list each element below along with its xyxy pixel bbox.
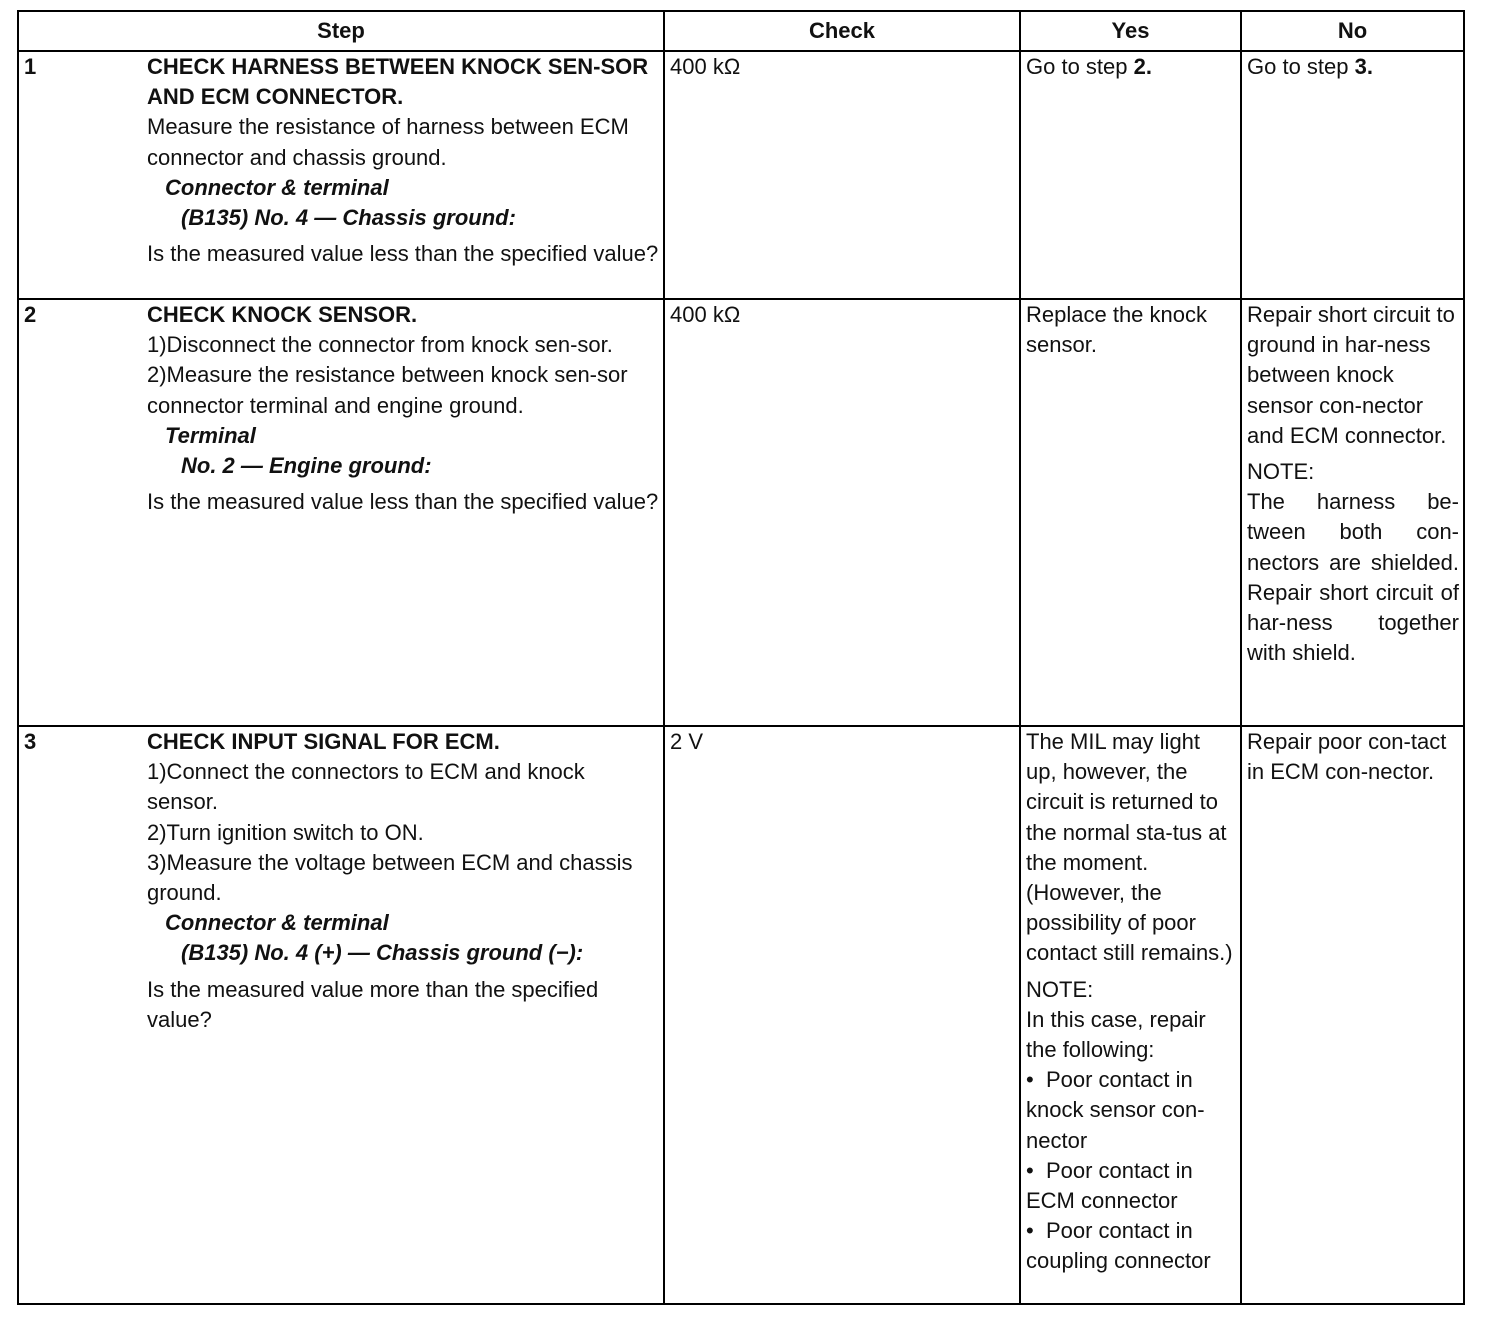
no-cell bbox=[1241, 299, 1464, 726]
note-text: The harness be-tween both con-nectors are shielded. Repair short circuit of har-ness together with shield. bbox=[1247, 489, 1459, 666]
table-row bbox=[18, 726, 1464, 1304]
yes-cell bbox=[1020, 51, 1241, 299]
header-step: Step bbox=[18, 11, 664, 51]
header-row bbox=[18, 11, 1464, 51]
check-cell: 400 kΩ bbox=[664, 51, 1020, 299]
bullet-icon: • bbox=[1026, 1067, 1046, 1093]
table-row bbox=[18, 51, 1464, 299]
terminal-spec: (B135) No. 4 — Chassis ground: bbox=[181, 205, 516, 231]
step-title: CHECK KNOCK SENSOR. bbox=[147, 302, 418, 327]
header-check: Check bbox=[664, 11, 1020, 51]
step-instruction: 1)Connect the connectors to ECM and knock sensor. bbox=[147, 759, 585, 815]
check-cell: 2 V bbox=[664, 726, 1020, 1304]
step-question: Is the measured value less than the specified value? bbox=[147, 241, 659, 267]
step-title: CHECK HARNESS BETWEEN KNOCK SEN-SOR AND ECM CONNECTOR. bbox=[147, 54, 649, 110]
note-label: NOTE: bbox=[1026, 976, 1094, 1002]
no-text: Go to step bbox=[1247, 54, 1355, 79]
step-number: 2 bbox=[18, 299, 142, 726]
table-row bbox=[18, 299, 1464, 726]
step-cell bbox=[142, 51, 664, 299]
terminal-label: Connector & terminal bbox=[165, 910, 389, 936]
list-item: • Poor contact in knock sensor con-nector bbox=[1026, 1067, 1205, 1153]
step-question: Is the measured value more than the specified value? bbox=[147, 976, 599, 1032]
step-number: 1 bbox=[18, 51, 142, 299]
no-cell: Repair poor con-tact in ECM con-nector. bbox=[1241, 726, 1464, 1304]
yes-text: The MIL may light up, however, the circuit is returned to the normal sta-tus at the moment. (However, the possibility of poor contact still remains.) bbox=[1026, 729, 1233, 966]
bullet-icon: • bbox=[1026, 1157, 1046, 1183]
no-cell bbox=[1241, 51, 1464, 299]
list-item: • Poor contact in ECM connector bbox=[1026, 1157, 1193, 1214]
note-label: NOTE: bbox=[1247, 459, 1315, 485]
step-instruction: Measure the resistance of harness between ECM connector and chassis ground. bbox=[147, 114, 629, 170]
diagnostic-table bbox=[17, 10, 1465, 1305]
diagnostic-page bbox=[17, 10, 1465, 1305]
step-cell bbox=[142, 726, 664, 1304]
step-cell bbox=[142, 299, 664, 726]
check-cell: 400 kΩ bbox=[664, 299, 1020, 726]
terminal-spec: No. 2 — Engine ground: bbox=[181, 453, 432, 479]
terminal-label: Connector & terminal bbox=[165, 174, 389, 200]
yes-step-ref: 2. bbox=[1133, 54, 1152, 79]
no-step-ref: 3. bbox=[1354, 54, 1373, 79]
step-instruction: 1)Disconnect the connector from knock sen-sor. bbox=[147, 332, 613, 358]
no-text: Repair short circuit to ground in har-ness between knock sensor con-nector and ECM connector. bbox=[1247, 302, 1455, 448]
step-instruction: 3)Measure the voltage between ECM and chassis ground. bbox=[147, 849, 633, 906]
step-title: CHECK INPUT SIGNAL FOR ECM. bbox=[147, 729, 500, 754]
list-item: • Poor contact in coupling connector bbox=[1026, 1218, 1211, 1274]
yes-cell bbox=[1020, 726, 1241, 1304]
terminal-label: Terminal bbox=[165, 422, 256, 448]
header-no: No bbox=[1241, 11, 1464, 51]
step-question: Is the measured value less than the specified value? bbox=[147, 489, 659, 515]
step-instruction: 2)Measure the resistance between knock sen-sor connector terminal and engine ground. bbox=[147, 362, 628, 418]
terminal-spec: (B135) No. 4 (+) — Chassis ground (−): bbox=[181, 940, 584, 966]
yes-text: Go to step bbox=[1026, 54, 1134, 79]
bullet-icon: • bbox=[1026, 1218, 1046, 1244]
note-text: In this case, repair the following: bbox=[1026, 1006, 1206, 1063]
yes-cell: Replace the knock sensor. bbox=[1020, 299, 1241, 726]
header-yes: Yes bbox=[1020, 11, 1241, 51]
step-number: 3 bbox=[18, 726, 142, 1304]
step-instruction: 2)Turn ignition switch to ON. bbox=[147, 819, 424, 845]
